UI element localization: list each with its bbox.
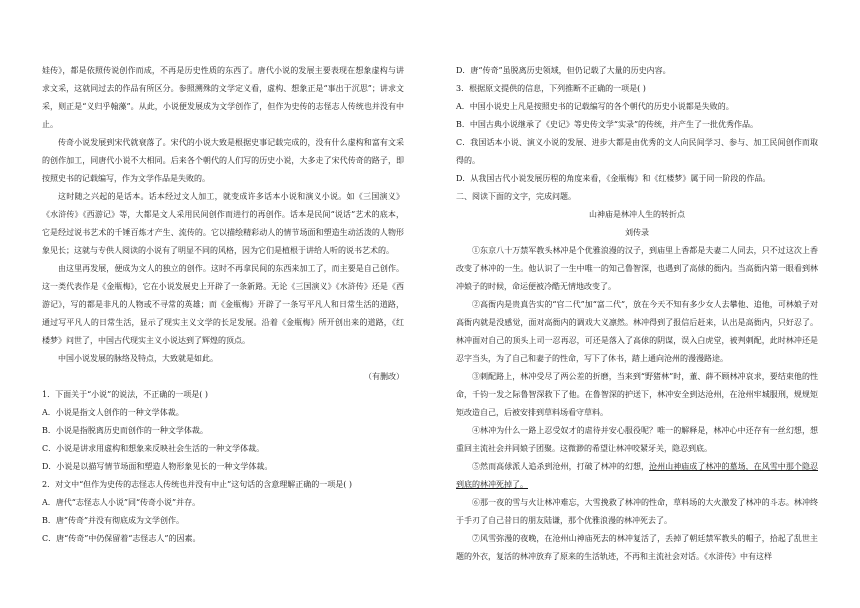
- source-note: （有删改）: [364, 372, 404, 381]
- article-paragraph: [456, 458, 818, 494]
- section-heading: 二、阅读下面的文字，完成问题。: [456, 192, 576, 201]
- essay-paragraph: 这时随之兴起的是话本。话本经过文人加工，就变成许多话本小说和演义小说。如《三国演义》《水浒传》《西游记》等，大都是文人采用民间创作而进行的再创作。话本是民间“说话”艺术的底本，它是经过说书艺术的千锤百炼才产生、流传的。它以描绘精彩动人的情节场面和塑造生动活泼的人物形象见长；这就与专供人阅读的小说有了明显不同的风格，因为它们是植根于讲给人听的说书艺术的。: [42, 192, 404, 255]
- option: D．唐“传奇”虽脱离历史领域，但仍记载了大量的历史内容。: [456, 66, 671, 75]
- option: C．唐“传奇”中仍保留着“志怪志人”的因素。: [42, 534, 201, 543]
- option: B．唐“传奇”并没有彻底成为文学创作。: [42, 516, 185, 525]
- option: C．小说是讲求用虚构和想象来反映社会生活的一种文学体裁。: [42, 444, 265, 453]
- option: D．小说是以描写情节场面和塑造人物形象见长的一种文学体裁。: [42, 462, 273, 471]
- question-2: 2．对文中“但作为史传的志怪志人传统也并没有中止”这句话的含意理解正确的一项是( ): [42, 480, 353, 489]
- option: B．小说是指脱离历史而创作的一种文学体裁。: [42, 426, 208, 435]
- article-paragraph: ⑥那一夜的雪与火让林冲难忘，大雪挽救了林冲的性命，草料场的大火激发了林冲的斗志。林冲终于手刃了自己昔日的朋友陆谦，那个优雅浪漫的林冲死去了。: [456, 498, 818, 525]
- question-3: 3．根据原文提供的信息，下列推断不正确的一项是( ): [456, 84, 646, 93]
- option: D．从我国古代小说发展历程的角度来看，《金瓶梅》和《红楼梦》属于同一阶段的作品。: [456, 174, 771, 183]
- essay-paragraph: 由这里再发展，便成为文人的独立的创作。这时不再拿民间的东西来加工了，而主要是自己创作。这一类代表作是《金瓶梅》，它在小说发展史上开辟了一条新路。无论《三国演义》《水浒传》还是《西游记》，写的都是非凡的人物或不寻常的英雄；而《金瓶梅》开辟了一条写平凡人和日常生活的道路，通过写平凡人的日常生活，显示了现实主义文学的长足发展。沿着《金瓶梅》所开创出来的道路，《红楼梦》问世了，中国古代现实主义小说达到了辉煌的顶点。: [42, 264, 404, 345]
- essay-paragraph: 娃传》，都是依照传说创作而成，不再是历史性质的东西了。唐代小说的发展主要表现在想象虚构与讲求文采，这就同过去的作品有所区分。参照溯殊的文学定义看，虚构、想象正是“事出于沉思”；讲求文采，则正是“义归乎翰藻”。从此，小说便发展成为文学创作了，但作为史传的志怪志人传统也并没有中止。: [42, 66, 404, 129]
- article-author: 刘传录: [625, 228, 649, 237]
- option: A．小说是指文人创作的一种文学体裁。: [42, 408, 184, 417]
- article-paragraph: ③刺配路上，林冲受尽了两公差的折磨，当来到“野猪林”时，董、薛不顾林冲哀求，要结束他的性命，千钧一发之际鲁智深救下了他。在鲁智深的护送下，林冲安全到达沧州，在沧州牢城服刑，规规矩矩改造自己，后被安排到草料场看守草料。: [456, 372, 818, 417]
- left-column: [42, 62, 404, 608]
- right-column: [456, 62, 818, 608]
- paragraph-text: ⑤然而高俅派人追杀到沧州，打破了林冲的幻想，: [472, 462, 650, 471]
- option: B．中国古典小说继承了《史记》等史传文学“实录”的传统，并产生了一批优秀作品。: [456, 120, 759, 129]
- article-paragraph: ④林冲为什么一路上忍受奴才的虐待并安心服役呢？唯一的解释是，林冲心中还存有一丝幻想，想重回主流社会并同娘子团聚。这微渺的希望让林冲咬紧牙关，隐忍到底。: [456, 426, 818, 453]
- essay-paragraph: 中国小说发展的脉络及特点，大致就是如此。: [58, 354, 218, 363]
- article-paragraph: ⑦风雪弥漫的夜晚，在沧州山神庙死去的林冲复活了，丢掉了朝廷禁军教头的帽子，拾起了乱世主题的外衣，复活的林冲放弃了原来的生活轨迹，不再和主流社会对话。《水浒传》中有这样: [456, 534, 818, 561]
- article-paragraph: ②高衙内是贵真告实的“官二代”加“富二代”，放在今天不知有多少女人去攀他、追他，可林娘子对高衙内就是没感觉，面对高衙内的调戏大义凛然。林冲得到了报信后赶来，认出是高衙内，只好忍了。林冲面对自己的顶头上司一忍再忍，可还是落入了高俅的阴谋，误入白虎堂，被判刺配，此时林冲还是忍字当头，为了自己和妻子的性命，写下了休书，踏上通向沧州的漫漫路途。: [456, 300, 818, 363]
- underlined-sentence: 沧州山神庙成了林冲的墓场，在风雪中那个隐忍到底的林冲死掉了。: [456, 462, 818, 489]
- question-1: 1．下面关于“小说”的说法，不正确的一项是( ): [42, 390, 209, 399]
- option: A．中国小说史上凡是按照史书的记载编写的各个朝代的历史小说都是失败的。: [456, 102, 734, 111]
- essay-paragraph: 传奇小说发展到宋代就衰落了。宋代的小说大致是根据史事记载完成的，没有什么虚构和富有文采的创作加工，同唐代小说不大相同。后来各个朝代的人们写的历史小说，大多走了宋代传奇的路子，即按照史书的记载编写，作为文学作品是失败的。: [42, 138, 404, 183]
- article-title: 山神庙是林冲人生的转折点: [589, 210, 685, 219]
- option: A．唐代“志怪志人小说”同“传奇小说”并存。: [42, 498, 201, 507]
- article-paragraph: ①东京八十万禁军教头林冲是个优雅浪漫的汉子，到庙里上香都是夫妻二人同去，只不过这次上香改变了林冲的一生。他认识了一生中唯一的知己鲁智深，也遇到了高俅的衙内。当高衙内第一眼看到林冲娘子的时候，命运便被冷酷无情地改变了。: [456, 246, 818, 291]
- option: C．我国话本小说、演义小说的发展、进步大都是由优秀的文人向民间学习、参与、加工民间创作而取得的。: [456, 138, 818, 165]
